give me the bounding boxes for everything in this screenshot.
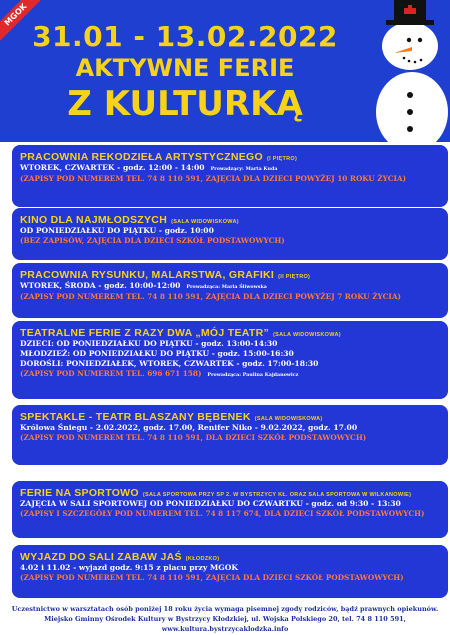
- schedule-line: WTOREK, CZWARTEK - godz. 12:00 - 14:00 Prowadzący: Marta Kuda: [20, 163, 278, 172]
- signup-note: (ZAPISY I SZCZEGÓŁY POD NUMEREM TEL. 74 8 117 674, DLA DZIECI SZKÓŁ PODSTAWOWYCH): [20, 509, 425, 518]
- signup-note: (ZAPISY POD NUMEREM TEL. 696 671 158) Prowadząca: Paulina Kajdanowicz: [20, 369, 299, 378]
- schedule-line: DZIECI: OD PONIEDZIAŁKU DO PIĄTKU - godz. 13:00-14:30: [20, 339, 278, 348]
- section-title: FERIE NA SPORTOWO (SALA SPORTOWA PRZY SP 2. W BYSTRZYCY KŁ. ORAZ SALA SPORTOWA W WILKANOWIE): [20, 487, 412, 499]
- section-title: WYJAZD DO SALI ZABAW JAŚ (KŁODZKO): [20, 551, 220, 563]
- title-line-2: Z KULTURKĄ: [67, 84, 303, 124]
- section-title: PRACOWNIA RYSUNKU, MALARSTWA, GRAFIKI (II PIĘTRO): [20, 269, 311, 281]
- title-line-1: AKTYWNE FERIE: [75, 54, 295, 82]
- schedule-line: WTOREK, ŚRODA - godz. 10:00-12:00 Prowadząca: Maria Śliwowska: [20, 281, 267, 290]
- section-sport: [12, 481, 448, 538]
- section-title: KINO DLA NAJMŁODSZYCH (SALA WIDOWISKOWA): [20, 214, 239, 226]
- signup-note: (BEZ ZAPISÓW, ZAJĘCIA DLA DZIECI SZKÓŁ PODSTAWOWYCH): [20, 236, 285, 245]
- section-title: TEATRALNE FERIE Z RAZY DWA „MÓJ TEATR” (SALA WIDOWISKOWA): [20, 327, 341, 339]
- footer: [10, 604, 440, 634]
- signup-note: (ZAPISY POD NUMEREM TEL. 74 8 110 591, ZAJĘCIA DLA DZIECI POWYŻEJ 10 ROKU ŻYCIA): [20, 174, 407, 183]
- section-jas: [12, 545, 448, 598]
- section-spektakle: [12, 405, 448, 465]
- snowman-illustration: [360, 0, 450, 142]
- mgok-badge: MGOK: [0, 0, 42, 41]
- section-rysunek: [12, 263, 448, 318]
- header-banner: [0, 0, 450, 142]
- schedule-line: DOROŚLI: PONIEDZIAŁEK, WTOREK, CZWARTEK - godz. 17:00-18:30: [20, 359, 319, 368]
- section-title: SPEKTAKLE - TEATR BLASZANY BĘBENEK (SALA WIDOWISKOWA): [20, 411, 323, 423]
- section-rekodzielo: [12, 145, 448, 207]
- schedule-line: 4.02 i 11.02 - wyjazd godz. 9:15 z placu przy MGOK: [20, 563, 238, 572]
- footer-consent-note: Uczestnictwo w warsztatach osób poniżej 18 roku życia wymaga pisemnej zgody rodziców, bądź prawnych opiekunów.: [11, 605, 439, 613]
- section-kino: [12, 208, 448, 260]
- section-teatr: [12, 321, 448, 399]
- section-title: PRACOWNIA REKODZIEŁA ARTYSTYCZNEGO (I PIĘTRO): [20, 151, 298, 163]
- schedule-line: OD PONIEDZIAŁKU DO PIĄTKU - godz. 10:00: [20, 226, 214, 235]
- footer-address: Miejsko Gminny Ośrodek Kultury w Bystrzycy Kłodzkiej, ul. Wojska Polskiego 20, tel. 74 8 110 591, www.kultura.bystrzycaklodzka.info: [44, 615, 406, 633]
- signup-note: (ZAPISY POD NUMEREM TEL. 74 8 110 591, ZAJĘCIA DLA DZIECI SZKÓŁ PODSTAWOWYCH): [20, 573, 404, 582]
- signup-note: (ZAPISY POD NUMEREM TEL. 74 8 110 591, ZAJĘCIA DLA DZIECI POWYŻEJ 7 ROKU ŻYCIA): [20, 292, 401, 301]
- schedule-line: Królowa Śniegu - 2.02.2022, godz. 17.00, Renifer Niko - 9.02.2022, godz. 17.00: [20, 423, 358, 432]
- schedule-line: ZAJĘCIA W SALI SPORTOWEJ OD PONIEDZIAŁKU DO CZWARTKU - godz. od 9:30 - 13:30: [20, 499, 401, 508]
- event-dates: 31.01 - 13.02.2022: [32, 20, 338, 53]
- schedule-line: MŁODZIEŻ: OD PONIEDZIAŁKU DO PIĄTKU - godz. 15:00-16:30: [20, 349, 294, 358]
- signup-note: (ZAPISY POD NUMEREM TEL. 74 8 110 591, DLA DZIECI SZKÓŁ PODSTAWOWYCH): [20, 433, 367, 442]
